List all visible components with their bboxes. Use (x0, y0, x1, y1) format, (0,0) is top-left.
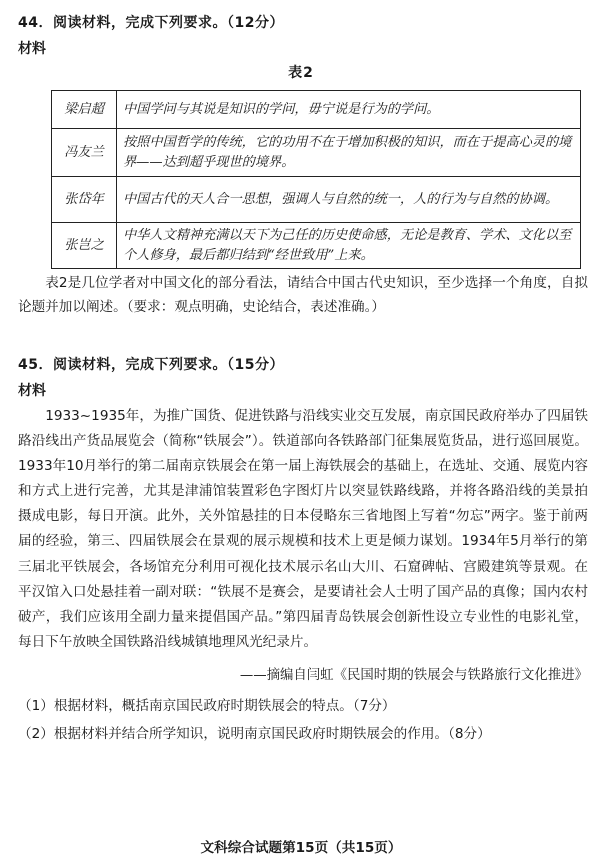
table-row (52, 223, 581, 269)
question-45-material-label: 材料 (18, 383, 46, 399)
question-45-material-text: 1933~1935年，为推广国货、促进铁路与沿线实业交互发展，南京国民政府举办了四届铁路沿线出产货品展览会（简称“铁展会”）。铁道部向各铁路部门征集展览货品，进行巡回展览。1933年10月举行的第二届南京铁展会在第一届上海铁展会的基础上，在选址、交通、展览内容和方式上进行完善，尤其是津浦馆装置彩色字图灯片以突显铁路线路，并将各路沿线的美景拍摄成电影，每日开演。此外，关外馆悬挂的日本侵略东三省地图上写着“勿忘”两字。鉴于前两届的经验，第三、四届铁展会在景观的展示规模和技术上更是倾力谋划。1934年5月举行的第三届北平铁展会，各场馆充分利用可视化技术展示名山大川、石窟碑帖、宫殿建筑等景观。在平汉馆入口处悬挂着一副对联：“铁展不是赛会，是要请社会人士明了国产品的真像；国内农村破产，我们应该用全副力量来提倡国产品。”第四届青岛铁展会创新性设立专业性的电影礼堂，每日下午放映全国铁路沿线城镇地理风光纪录片。 (18, 408, 588, 650)
question-44-heading: 44．阅读材料，完成下列要求。（12分） (18, 15, 284, 31)
scholar-views-table (51, 90, 581, 269)
table-row (52, 91, 581, 129)
scholar-view: 中国古代的天人合一思想，强调人与自然的统一，人的行为与自然的协调。 (117, 177, 581, 223)
scholar-name: 梁启超 (52, 91, 117, 129)
scholar-view: 中国学问与其说是知识的学问，毋宁说是行为的学问。 (117, 91, 581, 129)
page-footer: 文科综合试题第15页（共15页） (200, 840, 402, 856)
question-45-heading: 45．阅读材料，完成下列要求。（15分） (18, 357, 284, 373)
scholar-name: 张岂之 (52, 223, 117, 269)
sub-question-1: （1）根据材料，概括南京国民政府时期铁展会的特点。（7分） (18, 698, 396, 714)
question-44-prompt: 表2是几位学者对中国文化的部分看法，请结合中国古代史知识，至少选择一个角度，自拟论题并加以阐述。（要求：观点明确，史论结合，表述准确。） (18, 275, 588, 315)
table-2-title: 表2 (288, 65, 314, 81)
table-row (52, 177, 581, 223)
scholar-name: 冯友兰 (52, 129, 117, 177)
scholar-view: 中华人文精神充满以天下为己任的历史使命感，无论是教育、学术、文化以至个人修身，最后都归结到“经世致用”上来。 (117, 223, 581, 269)
question-44-material-label: 材料 (18, 41, 46, 57)
table-row (52, 129, 581, 177)
sub-question-2: （2）根据材料并结合所学知识，说明南京国民政府时期铁展会的作用。（8分） (18, 726, 491, 742)
scholar-view: 按照中国哲学的传统，它的功用不在于增加积极的知识，而在于提高心灵的境界——达到超乎现世的境界。 (117, 129, 581, 177)
material-citation: ——摘编自闫虹《民国时期的铁展会与铁路旅行文化推进》 (239, 668, 588, 683)
scholar-name: 张岱年 (52, 177, 117, 223)
